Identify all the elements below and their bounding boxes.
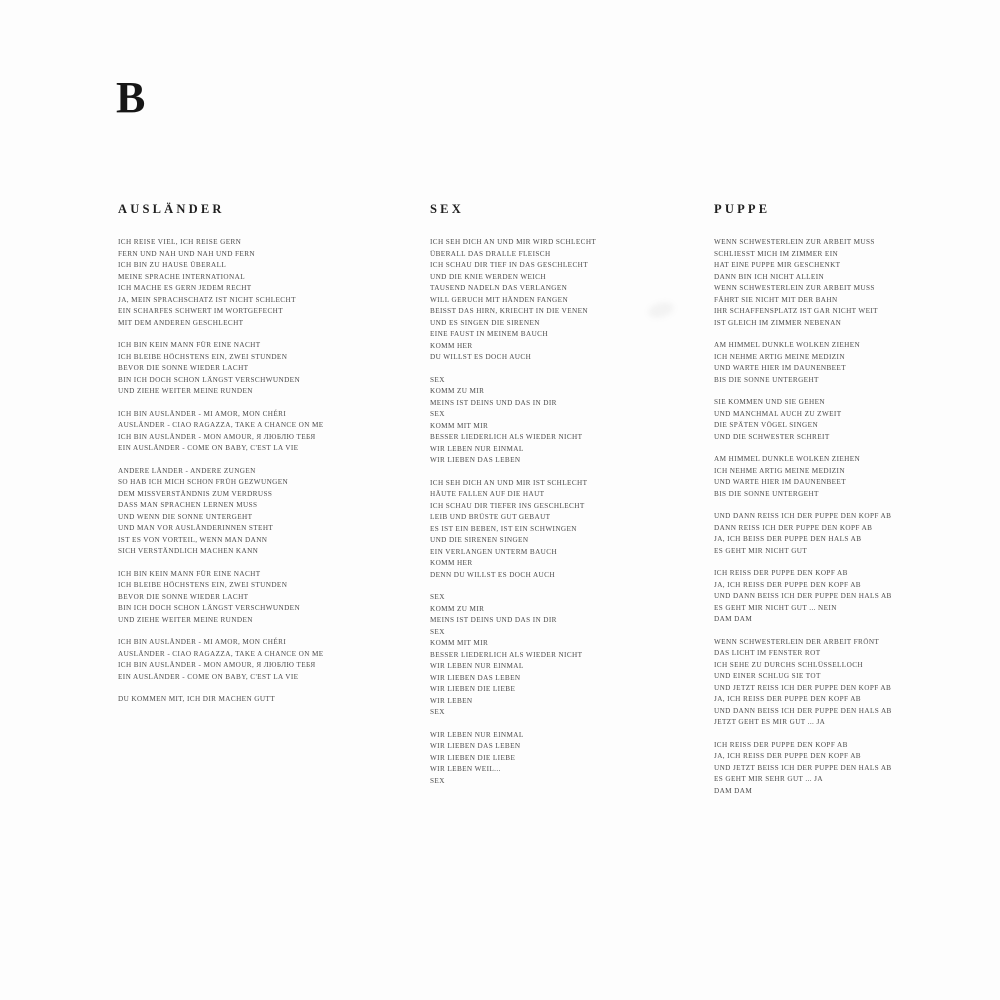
lyric-line: UND ES SINGEN DIE SIRENEN [430,318,540,327]
lyric-line: BEVOR DIE SONNE WIEDER LACHT [118,364,249,372]
lyric-line: UND ZIEHE WEITER MEINE RUNDEN [118,387,253,395]
lyric-stanza [714,637,1000,729]
lyric-line: SIE KOMMEN UND SIE GEHEN [714,398,826,406]
lyric-line: BEVOR DIE SONNE WIEDER LACHT [118,592,249,601]
lyric-line: KOMM MIT MIR [430,639,489,647]
lyric-line: JETZT GEHT ES MIR GUT ... JA [714,718,826,726]
lyric-stanza [118,237,418,329]
lyric-line: ICH REISE VIEL, ICH REISE GERN [118,238,242,246]
lyric-line: WENN SCHWESTERLEIN ZUR ARBEIT MUSS [714,284,875,292]
lyric-line: UND ZIEHE WEITER MEINE RUNDEN [118,615,253,624]
lyric-line: IST GLEICH IM ZIMMER NEBENAN [714,318,842,327]
lyric-line: TAUSEND NADELN DAS VERLANGEN [430,284,568,292]
lyric-line: ICH SEHE ZU DURCHS SCHLÜSSELLOCH [714,660,863,669]
lyric-line: WIR LIEBEN DAS LEBEN [430,673,521,682]
lyric-line: UND DANN BEISS ICH DER PUPPE DEN HALS AB [714,592,892,600]
lyric-line: AUSLÄNDER - CIAO RAGAZZA, TAKE A CHANCE ON ME [118,421,324,429]
lyrics-column-puppe [714,202,1000,797]
lyric-line: WIR LEBEN WEIL... [430,765,501,773]
lyric-line: UND WARTE HIER IM DAUNENBEET [714,364,847,372]
lyric-line: BESSER LIEDERLICH ALS WIEDER NICHT [430,433,583,441]
lyric-line: EIN VERLANGEN UNTERM BAUCH [430,547,558,556]
lyric-line: WIR LIEBEN DIE LIEBE [430,685,516,693]
lyric-line: UND DANN BEISS ICH DER PUPPE DEN HALS AB [714,706,892,715]
lyric-line: DENN DU WILLST ES DOCH AUCH [430,570,555,579]
lyric-line: FÄHRT SIE NICHT MIT DER BAHN [714,295,838,304]
lyric-line: AUSLÄNDER - CIAO RAGAZZA, TAKE A CHANCE ON ME [118,649,324,658]
lyric-stanza [118,637,418,683]
lyric-stanza [714,397,1000,443]
lyric-line: MEINS IST DEINS UND DAS IN DIR [430,616,557,624]
lyric-stanza [714,511,1000,557]
lyric-stanza [714,454,1000,500]
lyric-line: KOMM ZU MIR [430,604,485,613]
lyric-line: ICH REISS DER PUPPE DEN KOPF AB [714,569,848,577]
lyric-stanza [714,740,1000,798]
lyric-line: ES GEHT MIR NICHT GUT ... NEIN [714,603,837,612]
lyric-line: WIR LEBEN NUR EINMAL [430,444,524,453]
lyric-stanza [430,592,730,719]
lyric-line: ICH BIN AUSLÄNDER - MI AMOR, MON CHÉRI [118,638,287,646]
lyric-line: WENN SCHWESTERLEIN ZUR ARBEIT MUSS [714,238,875,246]
lyric-line: BEISST DAS HIRN, KRIECHT IN DIE VENEN [430,307,588,315]
lyrics-column-sex [430,202,730,787]
lyric-stanza [118,466,418,558]
lyric-line: UND JETZT REISS ICH DER PUPPE DEN KOPF AB [714,683,892,692]
lyric-line: SEX [430,776,445,785]
lyric-line: ICH BLEIBE HÖCHSTENS EIN, ZWEI STUNDEN [118,352,288,361]
lyric-line: UND WENN DIE SONNE UNTERGEHT [118,512,253,521]
lyric-line: EIN SCHARFES SCHWERT IM WORTGEFECHT [118,307,284,315]
lyric-line: ICH NEHME ARTIG MEINE MEDIZIN [714,352,845,361]
song-title: AUSLÄNDER [118,202,225,216]
lyric-line: WIR LIEBEN DAS LEBEN [430,456,521,464]
song-title: PUPPE [714,202,771,216]
lyric-line: DAS LICHT IM FENSTER ROT [714,649,821,657]
lyric-line: SEX [430,410,445,418]
lyric-line: WIR LEBEN [430,696,473,705]
lyric-line: SEX [430,627,445,636]
lyric-line: SEX [430,375,445,384]
lyric-line: KOMM ZU MIR [430,387,485,395]
lyric-stanza [118,340,418,398]
lyric-line: UND EINER SCHLUG SIE TOT [714,672,821,680]
lyric-line: ÜBERALL DAS DRALLE FLEISCH [430,249,551,258]
lyric-line: UND DIE SIRENEN SINGEN [430,536,529,544]
lyric-line: JA, ICH REISS DER PUPPE DEN KOPF AB [714,695,861,703]
lyric-line: ICH BIN AUSLÄNDER - MON AMOUR, Я ЛЮБЛЮ ТЕБЯ [118,432,316,441]
lyric-line: DANN BIN ICH NICHT ALLEIN [714,272,825,281]
lyric-line: AM HIMMEL DUNKLE WOLKEN ZIEHEN [714,455,861,463]
lyric-line: UND MANCHMAL AUCH ZU ZWEIT [714,409,842,418]
lyric-stanza [430,730,730,788]
lyric-line: BIS DIE SONNE UNTERGEHT [714,489,819,498]
lyric-line: JA, ICH REISS DER PUPPE DEN KOPF AB [714,580,861,589]
lyric-line: UND WARTE HIER IM DAUNENBEET [714,478,847,486]
lyric-line: FERN UND NAH UND NAH UND FERN [118,249,255,258]
lyrics-column-auslaender [118,202,418,706]
lyric-line: DU WILLST ES DOCH AUCH [430,353,532,361]
section-letter: B [116,73,146,122]
lyric-stanza [714,568,1000,626]
lyric-line: WENN SCHWESTERLEIN DER ARBEIT FRÖNT [714,637,880,646]
lyric-line: HAT EINE PUPPE MIR GESCHENKT [714,261,841,269]
lyric-line: KOMM MIT MIR [430,421,489,430]
lyric-line: ICH BLEIBE HÖCHSTENS EIN, ZWEI STUNDEN [118,581,288,589]
lyric-line: MEINS IST DEINS UND DAS IN DIR [430,398,557,407]
lyric-stanza [430,237,730,364]
lyric-line: DEM MISSVERSTÄNDNIS ZUM VERDRUSS [118,489,273,498]
lyric-line: ICH BIN KEIN MANN FÜR EINE NACHT [118,569,261,578]
lyric-line: WILL GERUCH MIT HÄNDEN FANGEN [430,295,569,304]
lyric-line: LEIB UND BRÜSTE GUT GEBAUT [430,513,551,521]
lyric-line: ICH BIN ZU HAUSE ÜBERALL [118,261,227,269]
lyric-line: ICH BIN KEIN MANN FÜR EINE NACHT [118,341,261,349]
lyric-line: BIN ICH DOCH SCHON LÄNGST VERSCHWUNDEN [118,604,301,612]
lyric-line: ICH SCHAU DIR TIEFER INS GESCHLECHT [430,501,585,510]
lyric-line: ANDERE LÄNDER - ANDERE ZUNGEN [118,466,256,475]
lyric-line: ES IST EIN BEBEN, IST EIN SCHWINGEN [430,524,577,533]
lyric-stanza [430,375,730,467]
lyric-line: DU KOMMEN MIT, ICH DIR MACHEN GUTT [118,695,276,703]
lyric-stanza [714,340,1000,386]
lyric-line: UND DIE SCHWESTER SCHREIT [714,432,830,441]
lyric-stanza [714,237,1000,329]
lyric-line: UND JETZT BEISS ICH DER PUPPE DEN HALS AB [714,763,892,772]
lyric-line: IHR SCHAFFENSPLATZ IST GAR NICHT WEIT [714,307,878,315]
lyric-line: SICH VERSTÄNDLICH MACHEN KANN [118,547,259,555]
lyric-line: SO HAB ICH MICH SCHON FRÜH GEZWUNGEN [118,478,289,486]
lyric-line: ICH MACHE ES GERN JEDEM RECHT [118,284,252,292]
lyric-line: DASS MAN SPRACHEN LERNEN MUSS [118,501,258,509]
lyric-line: MIT DEM ANDEREN GESCHLECHT [118,318,244,327]
lyric-line: ICH REISS DER PUPPE DEN KOPF AB [714,740,848,749]
lyric-line: WIR LEBEN NUR EINMAL [430,730,524,739]
lyric-line: UND DANN REISS ICH DER PUPPE DEN KOPF AB [714,512,892,520]
lyric-stanza [118,569,418,627]
song-title: SEX [430,202,464,216]
lyric-line: WIR LEBEN NUR EINMAL [430,662,524,670]
lyric-line: ICH SEH DICH AN UND MIR IST SCHLECHT [430,478,588,487]
lyric-line: DANN REISS ICH DER PUPPE DEN KOPF AB [714,523,873,532]
lyric-stanza [118,409,418,455]
lyric-line: DIE SPÄTEN VÖGEL SINGEN [714,421,819,429]
lyric-line: BIS DIE SONNE UNTERGEHT [714,375,819,384]
lyric-line: WIR LIEBEN DAS LEBEN [430,742,521,750]
lyric-line: KOMM HER [430,559,473,567]
lyric-line: ICH BIN AUSLÄNDER - MI AMOR, MON CHÉRI [118,409,287,418]
lyric-line: DAM DAM [714,786,753,795]
lyric-stanza [118,694,418,706]
lyric-line: ICH NEHME ARTIG MEINE MEDIZIN [714,466,845,475]
lyric-line: HÄUTE FALLEN AUF DIE HAUT [430,490,545,498]
lyric-line: JA, ICH REISS DER PUPPE DEN KOPF AB [714,752,861,760]
lyric-line: EINE FAUST IN MEINEM BAUCH [430,330,548,338]
lyric-line: KOMM HER [430,341,473,350]
lyric-line: BIN ICH DOCH SCHON LÄNGST VERSCHWUNDEN [118,375,301,384]
lyric-line: BESSER LIEDERLICH ALS WIEDER NICHT [430,650,583,659]
lyric-line: UND DIE KNIE WERDEN WEICH [430,272,546,281]
lyric-line: UND MAN VOR AUSLÄNDERINNEN STEHT [118,524,274,532]
lyric-line: ES GEHT MIR SEHR GUT ... JA [714,775,823,783]
lyric-line: JA, MEIN SPRACHSCHATZ IST NICHT SCHLECHT [118,295,296,304]
lyric-line: SCHLIESST MICH IM ZIMMER EIN [714,249,839,258]
lyric-line: AM HIMMEL DUNKLE WOLKEN ZIEHEN [714,341,861,349]
lyric-line: IST ES VON VORTEIL, WENN MAN DANN [118,535,268,544]
lyric-line: ES GEHT MIR NICHT GUT [714,546,808,555]
lyric-line: SEX [430,593,445,601]
lyric-line: WIR LIEBEN DIE LIEBE [430,753,516,762]
lyric-line: ICH SCHAU DIR TIEF IN DAS GESCHLECHT [430,261,589,269]
lyric-stanza [430,478,730,582]
lyric-line: JA, ICH BEISS DER PUPPE DEN HALS AB [714,535,862,543]
lyric-line: ICH SEH DICH AN UND MIR WIRD SCHLECHT [430,238,597,246]
lyric-line: EIN AUSLÄNDER - COME ON BABY, C'EST LA VIE [118,444,299,452]
lyric-line: EIN AUSLÄNDER - COME ON BABY, C'EST LA VIE [118,672,299,681]
lyric-line: ICH BIN AUSLÄNDER - MON AMOUR, Я ЛЮБЛЮ ТЕБЯ [118,661,316,669]
lyric-line: DAM DAM [714,615,753,623]
lyric-line: MEINE SPRACHE INTERNATIONAL [118,272,245,281]
lyric-line: SEX [430,708,445,716]
